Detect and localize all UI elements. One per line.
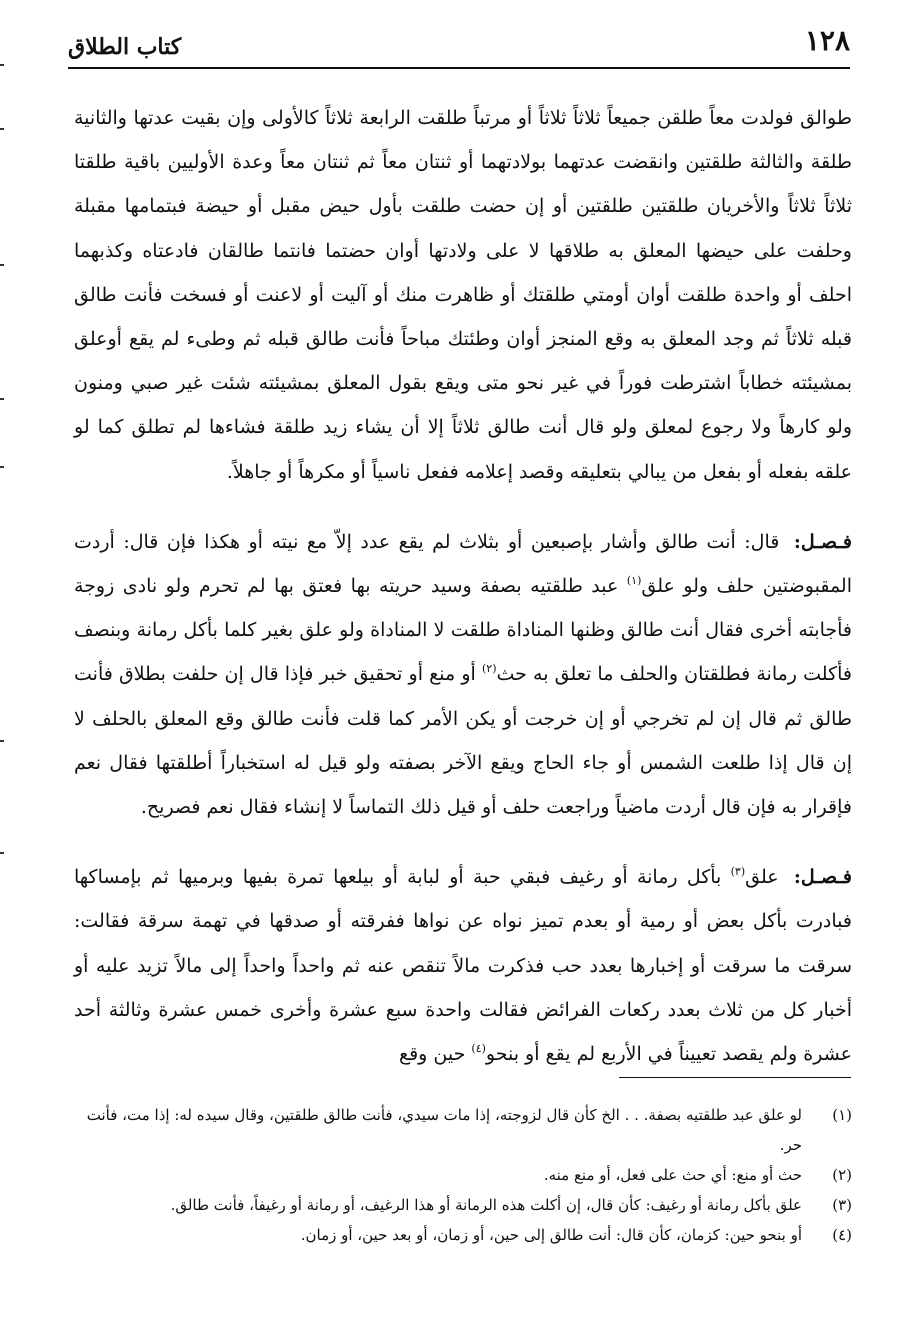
paragraph-text: بأكل رمانة أو رغيف فبقي حبة أو لبابة أو بيلعها تمرة بفيها وبرميها ثم بإمساكها فبادرت بأكل بعض أو رمية أو بعدم تميز نواه عن نواها ففرقته أو صدقها في تهمة سرقة فقالت: سرقت ما سرقت أو إخبارها بعدد حب فذكرت مالاً تنقص عنه ثم واحداً واحداً إلى مالاً تزيد عليه أو أخبار كل من ثلاث بعدد ركعات الفرائض فقالت واحدة سبع عشرة وأخرى خمس عشرة وثالثة أحد عشرة ولم يقصد تعييناً في الأربع لم يقع أو بنحو [74, 866, 852, 1066]
page-header [68, 18, 850, 68]
section-label: فـصـل: [793, 866, 853, 889]
scan-margin-mark [0, 64, 4, 66]
footnote-1 [70, 1100, 852, 1160]
footnote-text: لو علق عبد طلقتيه بصفة. . . الخ كأن قال لزوجته، إذا مات سيدي، فأنت طالق طلقتين، وقال سيده له: إذا مت، فأنت حر. [86, 1106, 802, 1154]
scan-margin-mark [0, 128, 4, 130]
footnote-4 [70, 1220, 852, 1250]
paragraph-2 [74, 520, 852, 829]
paragraph-text: قال: أنت طالق وأشار بإصبعين أو بثلاث لم يقع عدد إلاّ مع نيته أو هكذا فإن قال: أردت المقبوضتين حلف ولو علق [74, 530, 852, 598]
footnote-3 [70, 1190, 852, 1220]
scan-margin-mark [0, 264, 4, 266]
footnote-number: (١) [832, 1106, 852, 1124]
paragraph-3 [74, 855, 852, 1076]
footnote-ref-2[interactable]: (٢) [481, 662, 497, 676]
footnote-text: علق بأكل رمانة أو رغيف: كأن قال، إن أكلت هذه الرمانة أو هذا الرغيف، أو رمانة أو رغيفاً، فأنت طالق. [170, 1196, 802, 1214]
footnote-ref-4[interactable]: (٤) [471, 1042, 486, 1056]
footnote-separator [619, 1077, 851, 1078]
running-title: كتاب الطلاق [68, 34, 182, 60]
footnote-number: (٤) [832, 1226, 852, 1244]
scan-margin-mark [0, 466, 4, 468]
footnotes [70, 1100, 852, 1250]
footnote-2 [70, 1160, 852, 1190]
main-text [74, 96, 852, 1076]
scan-margin-mark [0, 740, 4, 742]
footnote-text: حث أو منع: أي حث على فعل، أو منع منه. [543, 1166, 802, 1184]
paragraph-1 [74, 96, 852, 494]
footnote-ref-3[interactable]: (٣) [730, 865, 746, 879]
scan-margin-mark [0, 398, 4, 400]
paragraph-text: طوالق فولدت معاً طلقن جميعاً ثلاثاً ثلاثاً أو مرتباً طلقت الرابعة ثلاثاً كالأولى وإن بقيت عدتها والثانية طلقة والثالثة طلقتين وانقضت عدتهما بولادتهما أو ثنتان معاً ثم ثنتان معاً وعدة الأوليين باقية طلقتا ثلاثاً ثلاثاً والأخريان طلقتين طلقتين أو إن حضت طلقت بأول حيض مقبل أو حيضة فبتمامها مقبلة وحلفت على حيضها المعلق به طلاقها لا على ولادتها أوان حضتما فانتما طالقان فادعتاه وكذبهما احلف أو واحدة طلقت أوان أومتي طلقتك أو ظاهرت منك أو آليت أو لاعنت أو فسخت فأنت طالق قبله ثلاثاً ثم وجد المعلق به وقع المنجز أوان وطئتك مباحاً فأنت طالق قبله ثم وطىء لم يقع أوعلق بمشيئته خطاباً اشترطت فوراً في غير نحو متى ويقع بقول المعلق بمشيئته شئت غير صبي ومنون ولو كارهاً ولا رجوع لمعلق ولو قال أنت طالق ثلاثاً إلا أن يشاء زيد طلقة فشاءها لم تطلق كما لو علقه بفعله أو بفعل من يبالي بتعليقه وقصد إعلامه ففعل ناسياً أو مكرهاً أو جاهلاً. [74, 107, 852, 483]
paragraph-text: علق [745, 866, 779, 889]
paragraph-text: عبد طلقتيه بصفة وسيد حريته بها فعتق بها لم تحرم ولو نادى زوجة فأجابته أخرى فقال أنت طالق وظنها المناداة طلقت لا المناداة ولو علق بغير كلما بأكل رمانة وبنصف فأكلت رمانة فطلقتان والحلف ما تعلق به حث [74, 575, 853, 686]
page-number: ١٢٨ [804, 24, 850, 57]
section-label: فـصـل: [793, 530, 852, 553]
footnote-number: (٢) [832, 1166, 852, 1184]
paragraph-text: حين وقع [398, 1043, 466, 1066]
footnote-ref-1[interactable]: (١) [626, 574, 642, 588]
footnote-number: (٣) [832, 1196, 852, 1214]
header-rule [68, 67, 850, 69]
footnote-text: أو بنحو حين: كزمان، كأن قال: أنت طالق إلى حين، أو زمان، أو بعد حين، أو زمان. [300, 1226, 802, 1244]
scan-margin-mark [0, 852, 4, 854]
paragraph-text: أو منع أو تحقيق خبر فإذا قال إن حلفت بطلاق فأنت طالق ثم قال إن لم تخرجي أو إن خرجت أو يكن الأمر كما قلت فأنت طالق وقع المعلق بالحلف لا إن قال إذا طلعت الشمس أو جاء الحاج ويقع الآخر بصفته ولو قيل له استخباراً أطلقتها فقال نعم فإقرار به فإن قال أردت ماضياً وراجعت حلف أو قيل ذلك التماساً لا إنشاء فقال نعم فصريح. [74, 663, 852, 819]
